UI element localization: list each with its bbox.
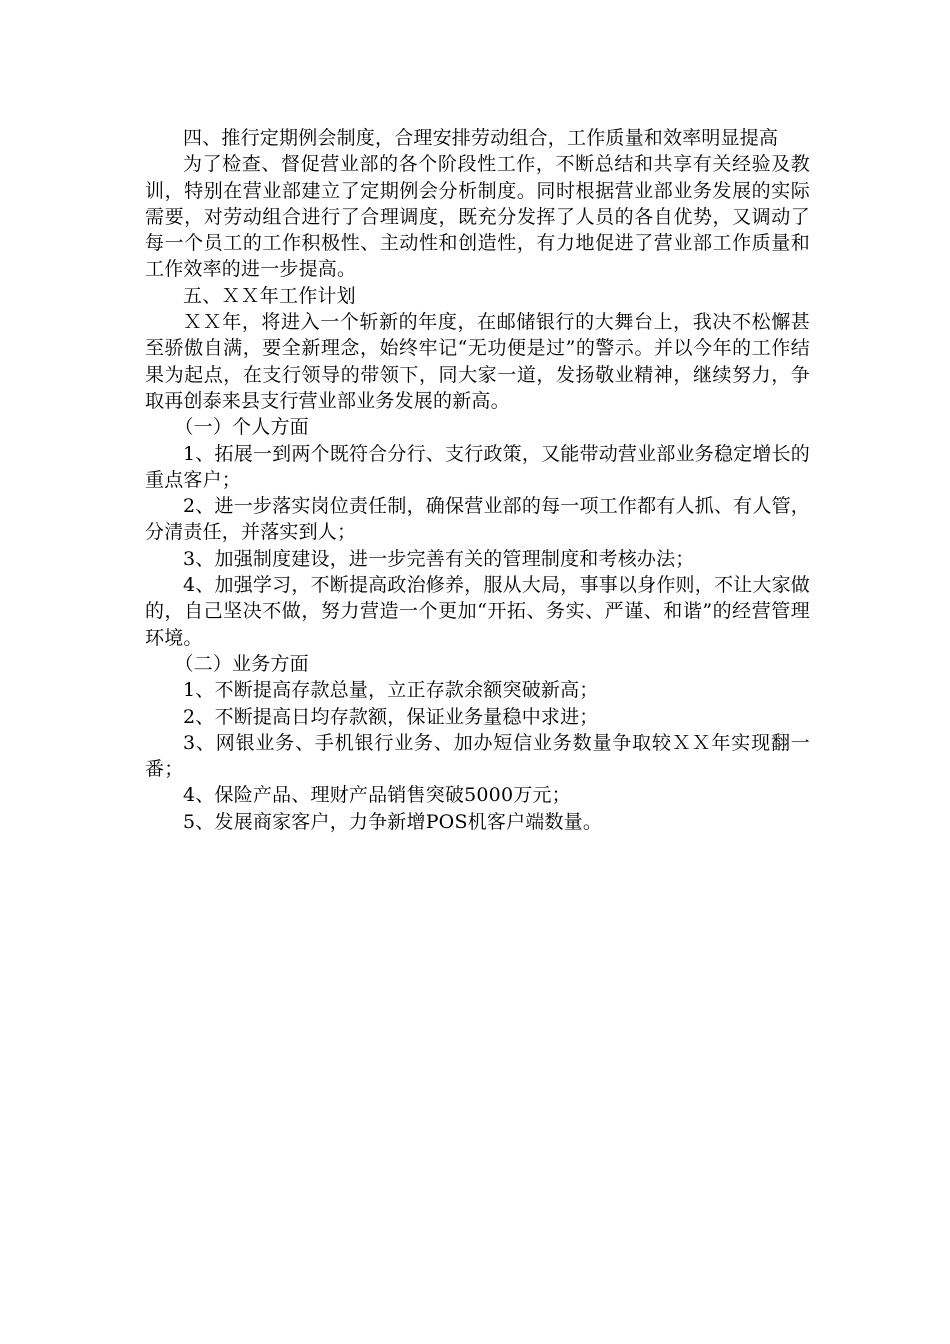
section-heading-five: 五、ＸＸ年工作计划 [183,284,356,307]
list-item: 1、不断提高存款总量，立正存款余额突破新高； [183,679,599,702]
subheading-business: （二）业务方面 [174,652,309,675]
list-item: 5、发展商家客户，力争新增POS机客户端数量。 [183,810,603,833]
list-item: 3、加强制度建设，进一步完善有关的管理制度和考核办法； [183,547,695,570]
body-paragraph: ＸＸ年，将进入一个斩新的年度，在邮储银行的大舞台上，我决不松懈甚至骄傲自满，要全新理念，始终牢记“无功便是过”的警示。并以今年的工作结果为起点，在支行领导的带领下，同大家一道，发扬敬业精神，继续努力，争取再创泰来县支行营业部业务发展的新高。 [145,311,810,412]
body-paragraph: 为了检查、督促营业部的各个阶段性工作，不断总结和共享有关经验及教训，特别在营业部建立了定期例会分析制度。同时根据营业部业务发展的实际需要，对劳动组合进行了合理调度，既充分发挥了人员的各自优势，又调动了每一个员工的工作积极性、主动性和创造性，有力地促进了营业部工作质量和工作效率的进一步提高。 [145,153,810,281]
document-page [145,125,810,835]
list-item: 3、网银业务、手机银行业务、加办短信业务数量争取较ＸＸ年实现翻一番； [145,731,810,781]
subheading-personal: （一）个人方面 [174,416,309,439]
list-item: 2、进一步落实岗位责任制，确保营业部的每一项工作都有人抓、有人管，分清责任，并落实到人； [145,495,810,544]
list-item: 4、保险产品、理财产品销售突破5000万元； [183,784,571,807]
list-item: 2、不断提高日均存款额，保证业务量稳中求进； [183,705,599,728]
list-item: 4、加强学习，不断提高政治修养，服从大局，事事以身作则，不让大家做的，自己坚决不做，努力营造一个更加“开拓、务实、严谨、和谐”的经营管理环境。 [145,574,810,649]
section-heading-four: 四、推行定期例会制度，合理安排劳动组合，工作质量和效率明显提高 [183,127,779,149]
list-item: 1、拓展一到两个既符合分行、支行政策，又能带动营业部业务稳定增长的重点客户； [145,442,810,491]
